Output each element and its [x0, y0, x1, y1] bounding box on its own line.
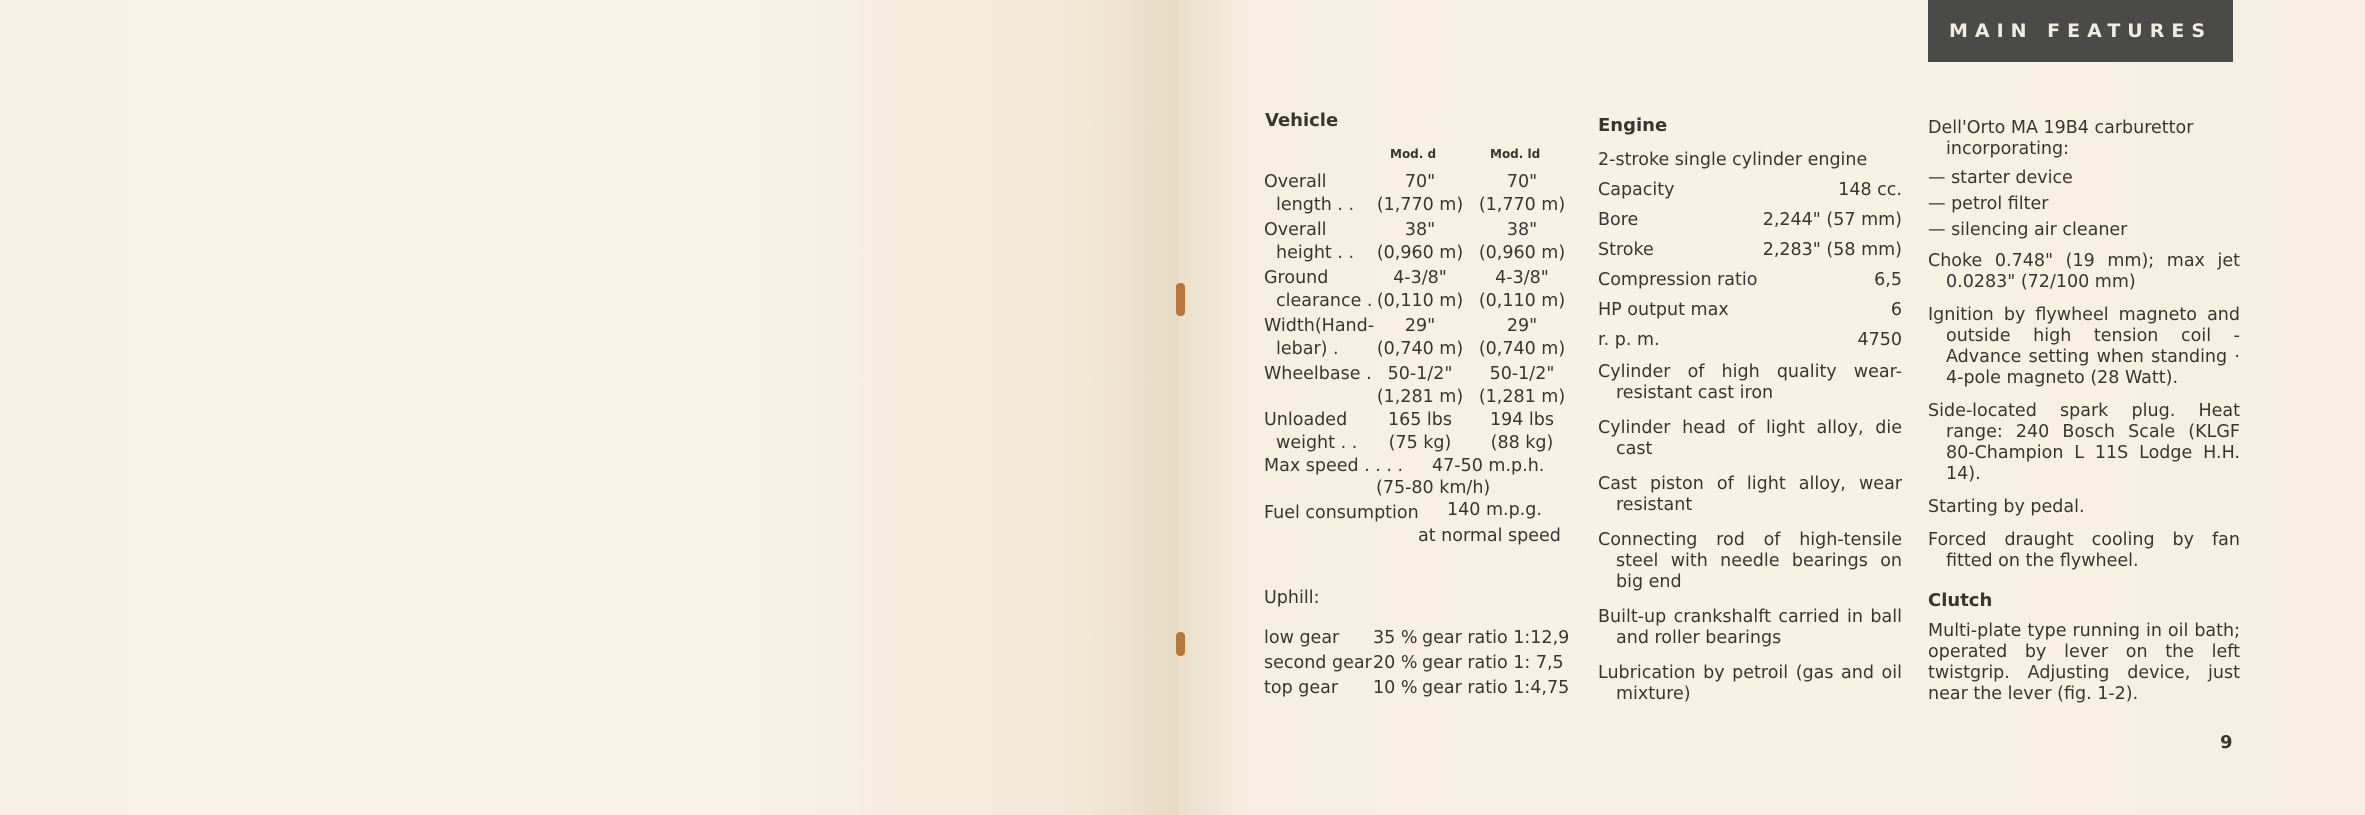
vehicle-mod-ld-metric: (0,960 m): [1478, 243, 1566, 263]
vehicle-mod-ld-value: 29": [1506, 316, 1538, 336]
engine-spec-label: r. p. m.: [1598, 330, 1660, 350]
vehicle-row-label: Ground: [1264, 268, 1329, 288]
engine-paragraph: Connecting rod of high-tensile steel with needle bearings on big end: [1598, 530, 1902, 592]
vehicle-mod-ld-metric: (1,281 m): [1478, 387, 1566, 407]
staple-top: [1176, 283, 1185, 316]
vehicle-mod-d-value: 29": [1404, 316, 1436, 336]
engine-paragraph: Cast piston of light alloy, wear resistant: [1598, 474, 1902, 515]
vehicle-row-label-cont: lebar) .: [1276, 339, 1339, 359]
engine-spec-label: Bore: [1598, 210, 1639, 230]
gear-percent: 10 %: [1373, 678, 1418, 698]
engine-paragraph: Built-up crankshalft carried in ball and roller bearings: [1598, 607, 1902, 648]
engine-spec-label: Compression ratio: [1598, 270, 1758, 290]
engine-paragraphs: [1598, 362, 1902, 719]
clutch-text: Multi-plate type running in oil bath; operated by lever on the left twistgrip. Adjusting device, just near the lever (fig. 1-2).: [1928, 621, 2240, 704]
vehicle-row-label-cont: weight . .: [1276, 433, 1358, 453]
engine-spec-label: Capacity: [1598, 180, 1675, 200]
staple-bottom: [1176, 632, 1185, 656]
max-speed-value-1: 47-50 m.p.h.: [1432, 456, 1545, 476]
col-header-mod-d: Mod. d: [1390, 147, 1437, 161]
vehicle-mod-d-value: 50-1/2": [1387, 364, 1453, 384]
vehicle-mod-d-metric: (0,740 m): [1376, 339, 1464, 359]
left-page: [0, 0, 1178, 815]
engine-paragraph: Cylinder head of light alloy, die cast: [1598, 418, 1902, 459]
engine-paragraph: Cylinder of high quality wear-resistant cast iron: [1598, 362, 1902, 403]
vehicle-row-label: Overall: [1264, 172, 1327, 192]
right-column: [1928, 118, 2240, 713]
gear-name: second gear: [1264, 653, 1372, 673]
vehicle-mod-ld-metric: (0,110 m): [1478, 291, 1566, 311]
page-number: 9: [2220, 732, 2233, 753]
vehicle-row-label: Unloaded: [1264, 410, 1348, 430]
vehicle-mod-ld-value: 70": [1506, 172, 1538, 192]
engine-spec-value: 2,244" (57 mm): [1762, 210, 1902, 230]
vehicle-mod-ld-value: 4-3/8": [1495, 268, 1549, 288]
vehicle-mod-ld-metric: (0,740 m): [1478, 339, 1566, 359]
carburettor-item: — starter device: [1928, 168, 2073, 188]
uphill-title: Uphill:: [1264, 588, 1320, 608]
max-speed-value-2: (75-80 km/h): [1376, 478, 1491, 498]
engine-paragraph: Lubrication by petroil (gas and oil mixture): [1598, 663, 1902, 704]
vehicle-row-label-cont: height . .: [1276, 243, 1355, 263]
vehicle-mod-d-metric: (0,110 m): [1376, 291, 1464, 311]
gear-ratio: gear ratio 1: 7,5: [1422, 653, 1564, 673]
max-speed-label: Max speed . . . .: [1264, 456, 1404, 476]
right-paragraph: Side-located spark plug. Heat range: 240 Bosch Scale (KLGF 80-Champion L 11S Lodge H.H. 14).: [1928, 401, 2240, 484]
gear-ratio: gear ratio 1:4,75: [1422, 678, 1570, 698]
vehicle-mod-ld-metric: (1,770 m): [1478, 195, 1566, 215]
gear-name: top gear: [1264, 678, 1339, 698]
vehicle-row-label-cont: length . .: [1276, 195, 1355, 215]
vehicle-mod-d-metric: (0,960 m): [1376, 243, 1464, 263]
vehicle-mod-ld-value: 50-1/2": [1489, 364, 1555, 384]
vehicle-mod-d-value: 38": [1404, 220, 1436, 240]
vehicle-mod-ld-value: 194 lbs: [1489, 410, 1555, 430]
gear-name: low gear: [1264, 628, 1340, 648]
carburettor-item: — silencing air cleaner: [1928, 220, 2128, 240]
vehicle-mod-d-metric: (1,281 m): [1376, 387, 1464, 407]
vehicle-mod-d-metric: (75 kg): [1388, 433, 1452, 453]
fuel-value-2: at normal speed: [1418, 526, 1561, 546]
fuel-value-1: 140 m.p.g.: [1447, 500, 1542, 520]
vehicle-row-label: Width(Hand-: [1264, 316, 1375, 336]
engine-spec-label: Stroke: [1598, 240, 1654, 260]
vehicle-mod-d-value: 165 lbs: [1387, 410, 1453, 430]
carburettor-text: Dell'Orto MA 19B4 carburettor incorporating:: [1928, 118, 2194, 159]
vehicle-mod-ld-value: 38": [1506, 220, 1538, 240]
gear-ratio: gear ratio 1:12,9: [1422, 628, 1570, 648]
carburettor-item: — petrol filter: [1928, 194, 2049, 214]
vehicle-row-label: Overall: [1264, 220, 1327, 240]
col-header-mod-ld: Mod. ld: [1490, 147, 1541, 161]
vehicle-mod-d-value: 4-3/8": [1393, 268, 1447, 288]
engine-spec-value: 148 cc.: [1838, 180, 1902, 200]
gear-percent: 20 %: [1373, 653, 1418, 673]
right-paragraph: Ignition by flywheel magneto and outside high tension coil - Advance setting when standing · 4-pole magneto (28 Watt).: [1928, 305, 2240, 388]
engine-spec-value: 6: [1890, 300, 1902, 320]
gear-percent: 35 %: [1373, 628, 1418, 648]
right-paragraph: Forced draught cooling by fan fitted on the flywheel.: [1928, 530, 2240, 571]
engine-title: Engine: [1598, 115, 1668, 136]
engine-type: 2-stroke single cylinder engine: [1598, 150, 1868, 170]
main-features-banner: MAIN FEATURES: [1928, 0, 2233, 62]
fuel-label: Fuel consumption: [1264, 503, 1419, 523]
vehicle-mod-d-value: 70": [1404, 172, 1436, 192]
vehicle-mod-ld-metric: (88 kg): [1490, 433, 1554, 453]
engine-spec-value: 2,283" (58 mm): [1762, 240, 1902, 260]
engine-spec-label: HP output max: [1598, 300, 1729, 320]
engine-spec-value: 4750: [1857, 330, 1902, 350]
clutch-title: Clutch: [1928, 590, 1993, 611]
engine-spec-value: 6,5: [1874, 270, 1902, 290]
vehicle-row-label: Wheelbase .: [1264, 364, 1372, 384]
vehicle-title: Vehicle: [1265, 110, 1339, 131]
right-paragraph: Starting by pedal.: [1928, 497, 2085, 517]
vehicle-row-label-cont: clearance .: [1276, 291, 1373, 311]
right-paragraph: Choke 0.748" (19 mm); max jet 0.0283" (72/100 mm): [1928, 251, 2240, 292]
vehicle-mod-d-metric: (1,770 m): [1376, 195, 1464, 215]
